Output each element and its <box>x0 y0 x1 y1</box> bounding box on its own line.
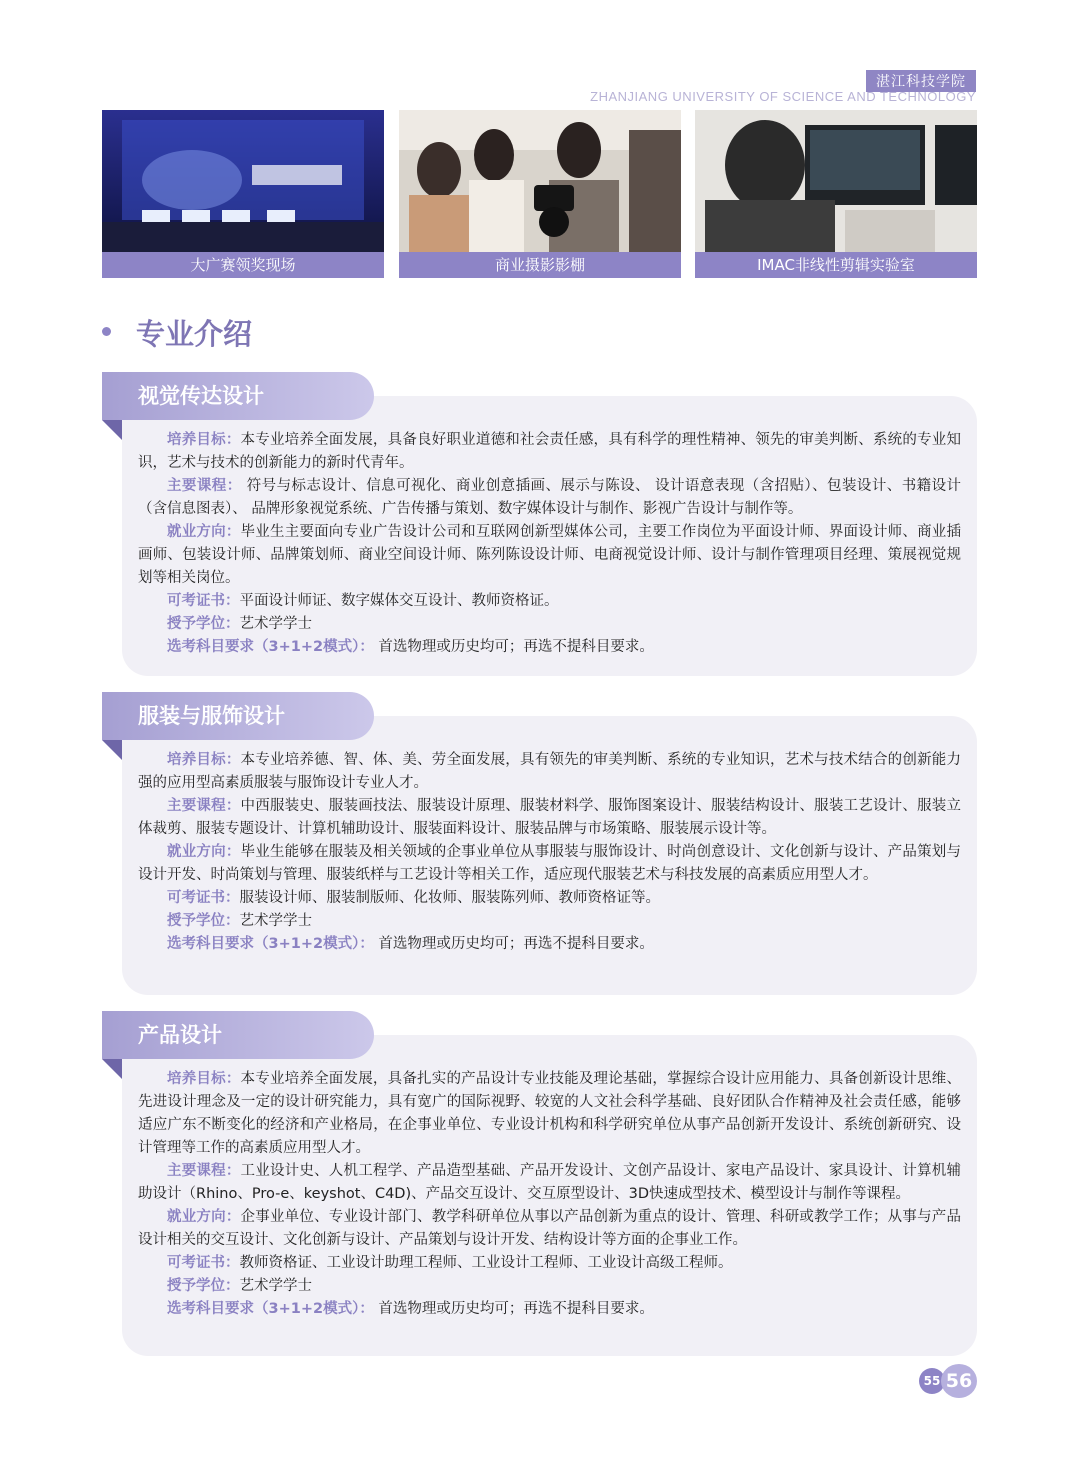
photo-caption: IMAC非线性剪辑实验室 <box>695 252 977 278</box>
tab-fold <box>102 1059 122 1079</box>
career-row <box>138 841 961 887</box>
photo-photography-studio <box>399 110 681 278</box>
certs-label: 可考证书： <box>167 593 240 609</box>
degree-text: 艺术学学士 <box>239 616 312 632</box>
subjects-text: 首选物理或历史均可；再选不提科目要求。 <box>373 639 654 655</box>
courses-row <box>138 1160 961 1206</box>
major-details <box>138 749 961 956</box>
subjects-label: 选考科目要求（3+1+2模式）： <box>167 936 374 952</box>
subjects-row <box>138 933 961 956</box>
major-card-fashion-design <box>102 692 977 995</box>
career-text: 毕业生能够在服装及相关领域的企事业单位从事服装与服饰设计、时尚创意设计、文化创新与设计、产品策划与设计开发、时尚策划与管理、服装纸样与工艺设计等相关工作，适应现代服装艺术与科技发展的高素质应用型人才。 <box>138 844 962 883</box>
degree-row <box>138 613 961 636</box>
courses-label: 主要课程： <box>167 478 242 494</box>
degree-label: 授予学位： <box>167 616 240 632</box>
photo-imac-lab <box>695 110 977 278</box>
subjects-row <box>138 636 961 659</box>
degree-row <box>138 1275 961 1298</box>
tab-fold <box>102 420 122 440</box>
degree-text: 艺术学学士 <box>239 1278 312 1294</box>
imac-lab-image <box>695 110 977 252</box>
photography-studio-image <box>399 110 681 252</box>
courses-text: 中西服装史、服装画技法、服装设计原理、服装材料学、服饰图案设计、服装结构设计、服装工艺设计、服装立体裁剪、服装专题设计、计算机辅助设计、服装面料设计、服装品牌与市场策略、服装展示设计等。 <box>138 798 962 837</box>
career-row <box>138 521 961 590</box>
career-label: 就业方向： <box>167 844 241 860</box>
major-card-product-design <box>102 1011 977 1356</box>
degree-label: 授予学位： <box>167 913 240 929</box>
certs-label: 可考证书： <box>167 1255 240 1271</box>
goal-text: 本专业培养德、智、体、美、劳全面发展，具有领先的审美判断、系统的专业知识，艺术与技术结合的创新能力强的应用型高素质服装与服饰设计专业人才。 <box>138 752 962 791</box>
courses-text: 符号与标志设计、信息可视化、商业创意插画、展示与陈设、 设计语意表现（含招贴）、包装设计、书籍设计（含信息图表）、 品牌形象视觉系统、广告传播与策划、数字媒体设计与制作、影视广告设计与制作等。 <box>138 478 962 517</box>
goal-text: 本专业培养全面发展，具备扎实的产品设计专业技能及理论基础，掌握综合设计应用能力、具备创新设计思维、先进设计理念及一定的设计研究能力，具有宽广的国际视野、较宽的人文社会科学基础、良好团队合作精神及社会责任感，能够适应广东不断变化的经济和产业格局，在企事业单位、专业设计机构和科学研究单位从事产品创新开发设计、系统创新研究、设计管理等工作的高素质应用型人才。 <box>138 1071 962 1156</box>
certs-row <box>138 1252 961 1275</box>
major-details <box>138 1068 961 1321</box>
subjects-text: 首选物理或历史均可；再选不提科目要求。 <box>373 936 654 952</box>
courses-text: 工业设计史、人机工程学、产品造型基础、产品开发设计、文创产品设计、家电产品设计、家具设计、计算机辅助设计（Rhino、Pro-e、keyshot、C4D)、产品交互设计、交互原型设计、3D快速成型技术、模型设计与制作等课程。 <box>138 1163 962 1202</box>
major-title: 服装与服饰设计 <box>102 692 374 740</box>
tab-fold <box>102 740 122 760</box>
certs-row <box>138 887 961 910</box>
subjects-text: 首选物理或历史均可；再选不提科目要求。 <box>373 1301 654 1317</box>
courses-row <box>138 795 961 841</box>
certs-text: 教师资格证、工业设计助理工程师、工业设计工程师、工业设计高级工程师。 <box>239 1255 733 1271</box>
photo-caption: 商业摄影影棚 <box>399 252 681 278</box>
goal-row <box>138 429 961 475</box>
career-label: 就业方向： <box>167 1209 241 1225</box>
section-title: 专业介绍 <box>136 317 253 351</box>
school-name-english: ZHANJIANG UNIVERSITY OF SCIENCE AND TECHNOLOGY <box>590 89 976 104</box>
certs-text: 服装设计师、服装制版师、化妆师、服装陈列师、教师资格证等。 <box>239 890 660 906</box>
degree-text: 艺术学学士 <box>239 913 312 929</box>
award-ceremony-image <box>102 110 384 252</box>
certs-text: 平面设计师证、数字媒体交互设计、教师资格证。 <box>239 593 559 609</box>
certs-row <box>138 590 961 613</box>
career-text: 毕业生主要面向专业广告设计公司和互联网创新型媒体公司，主要工作岗位为平面设计师、界面设计师、商业插画师、包装设计师、品牌策划师、商业空间设计师、陈列陈设设计师、电商视觉设计师、设计与制作管理项目经理、策展视觉规划等相关岗位。 <box>138 524 962 586</box>
degree-label: 授予学位： <box>167 1278 240 1294</box>
degree-row <box>138 910 961 933</box>
career-row <box>138 1206 961 1252</box>
photo-award-ceremony <box>102 110 384 278</box>
page-numbers <box>919 1364 977 1398</box>
goal-row <box>138 1068 961 1160</box>
goal-label: 培养目标： <box>167 1071 241 1087</box>
subjects-row <box>138 1298 961 1321</box>
major-title: 产品设计 <box>102 1011 374 1059</box>
goal-row <box>138 749 961 795</box>
goal-label: 培养目标： <box>167 752 241 768</box>
major-details <box>138 429 961 659</box>
bullet-dot-icon <box>102 327 111 336</box>
photo-caption: 大广赛领奖现场 <box>102 252 384 278</box>
courses-label: 主要课程： <box>167 1163 241 1179</box>
courses-row <box>138 475 961 521</box>
photo-strip <box>102 110 977 278</box>
page-number-right: 56 <box>941 1364 977 1398</box>
major-title: 视觉传达设计 <box>102 372 374 420</box>
school-name-badge: 湛江科技学院 <box>866 70 976 92</box>
page-number-left: 55 <box>919 1368 945 1394</box>
goal-text: 本专业培养全面发展，具备良好职业道德和社会责任感，具有科学的理性精神、领先的审美判断、系统的专业知识，艺术与技术的创新能力的新时代青年。 <box>138 432 962 471</box>
courses-label: 主要课程： <box>167 798 241 814</box>
career-label: 就业方向： <box>167 524 241 540</box>
certs-label: 可考证书： <box>167 890 240 906</box>
major-card-visual-communication <box>102 372 977 676</box>
subjects-label: 选考科目要求（3+1+2模式）： <box>167 639 374 655</box>
goal-label: 培养目标： <box>167 432 241 448</box>
subjects-label: 选考科目要求（3+1+2模式）： <box>167 1301 374 1317</box>
career-text: 企事业单位、专业设计部门、教学科研单位从事以产品创新为重点的设计、管理、科研或教学工作；从事与产品设计相关的交互设计、文化创新与设计、产品策划与设计开发、结构设计等方面的企事业工作。 <box>138 1209 962 1248</box>
